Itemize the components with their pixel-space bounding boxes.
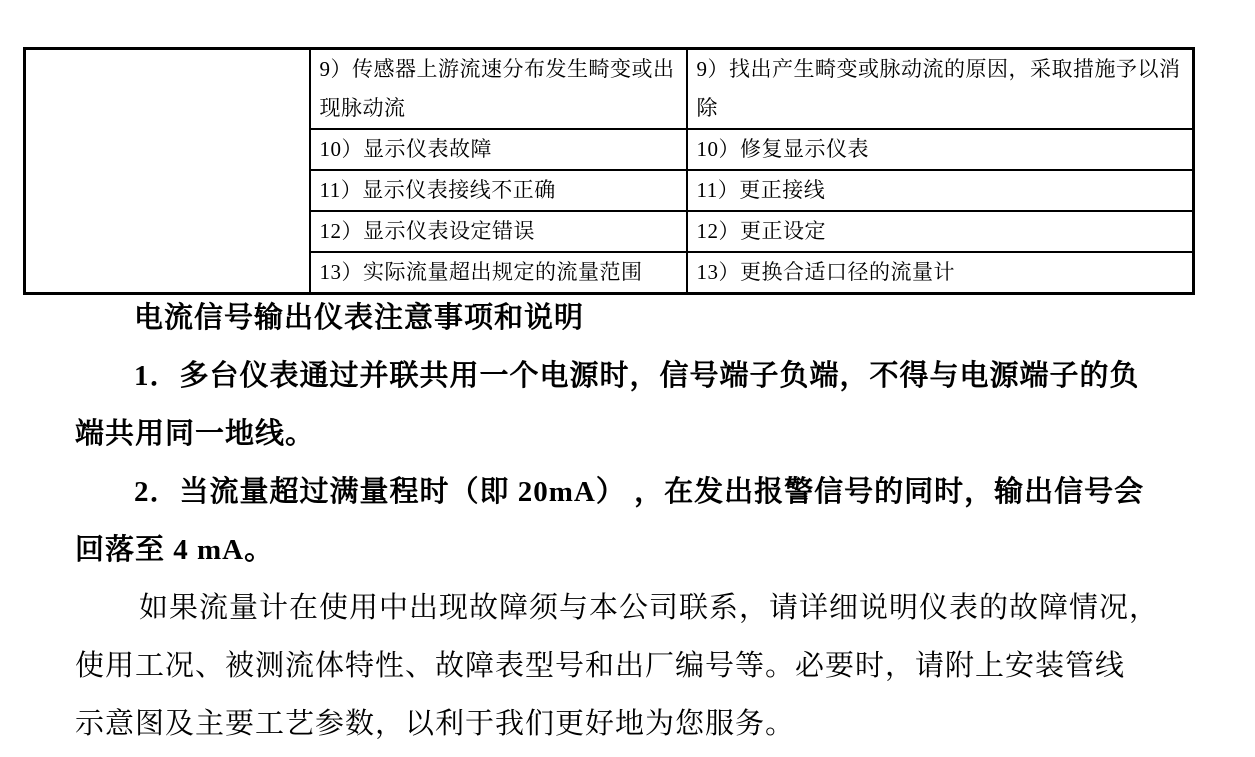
- table-cell-cause-13: 13）实际流量超出规定的流量范围: [310, 252, 687, 294]
- table-cell-solution-10: 10）修复显示仪表: [687, 129, 1194, 170]
- note2-line2: 回落至 4 mA。: [75, 534, 275, 566]
- note1-line1: 1．多台仪表通过并联共用一个电源时，信号端子负端，不得与电源端子的负: [134, 360, 1140, 392]
- notes-section: [75, 289, 1195, 753]
- table-cell-empty: [25, 49, 310, 294]
- table-cell-solution-12: 12）更正设定: [687, 211, 1194, 252]
- service-note-line3: 示意图及主要工艺参数，以利于我们更好地为您服务。: [75, 708, 796, 740]
- note1-line2: 端共用同一地线。: [75, 418, 316, 450]
- service-note-line1: 如果流量计在使用中出现故障须与本公司联系，请详细说明仪表的故障情况，: [139, 592, 1160, 624]
- note2-line1: 2．当流量超过满量程时（即 20mA） ，在发出报警信号的同时，输出信号会: [134, 476, 1145, 508]
- table-cell-cause-9: 9）传感器上游流速分布发生畸变或出现脉动流: [310, 49, 687, 130]
- table-cell-cause-12: 12）显示仪表设定错误: [310, 211, 687, 252]
- table-cell-cause-11: 11）显示仪表接线不正确: [310, 170, 687, 211]
- table-cell-cause-10: 10）显示仪表故障: [310, 129, 687, 170]
- table-cell-solution-11: 11）更正接线: [687, 170, 1194, 211]
- table-cell-solution-13: 13）更换合适口径的流量计: [687, 252, 1194, 294]
- service-note-line2: 使用工况、被测流体特性、故障表型号和出厂编号等。必要时，请附上安装管线: [75, 650, 1126, 682]
- table-row: [25, 49, 1194, 130]
- table-cell-solution-9: 9）找出产生畸变或脉动流的原因，采取措施予以消除: [687, 49, 1194, 130]
- fault-remedy-table: [23, 47, 1195, 295]
- section-heading: 电流信号输出仪表注意事项和说明: [134, 302, 585, 334]
